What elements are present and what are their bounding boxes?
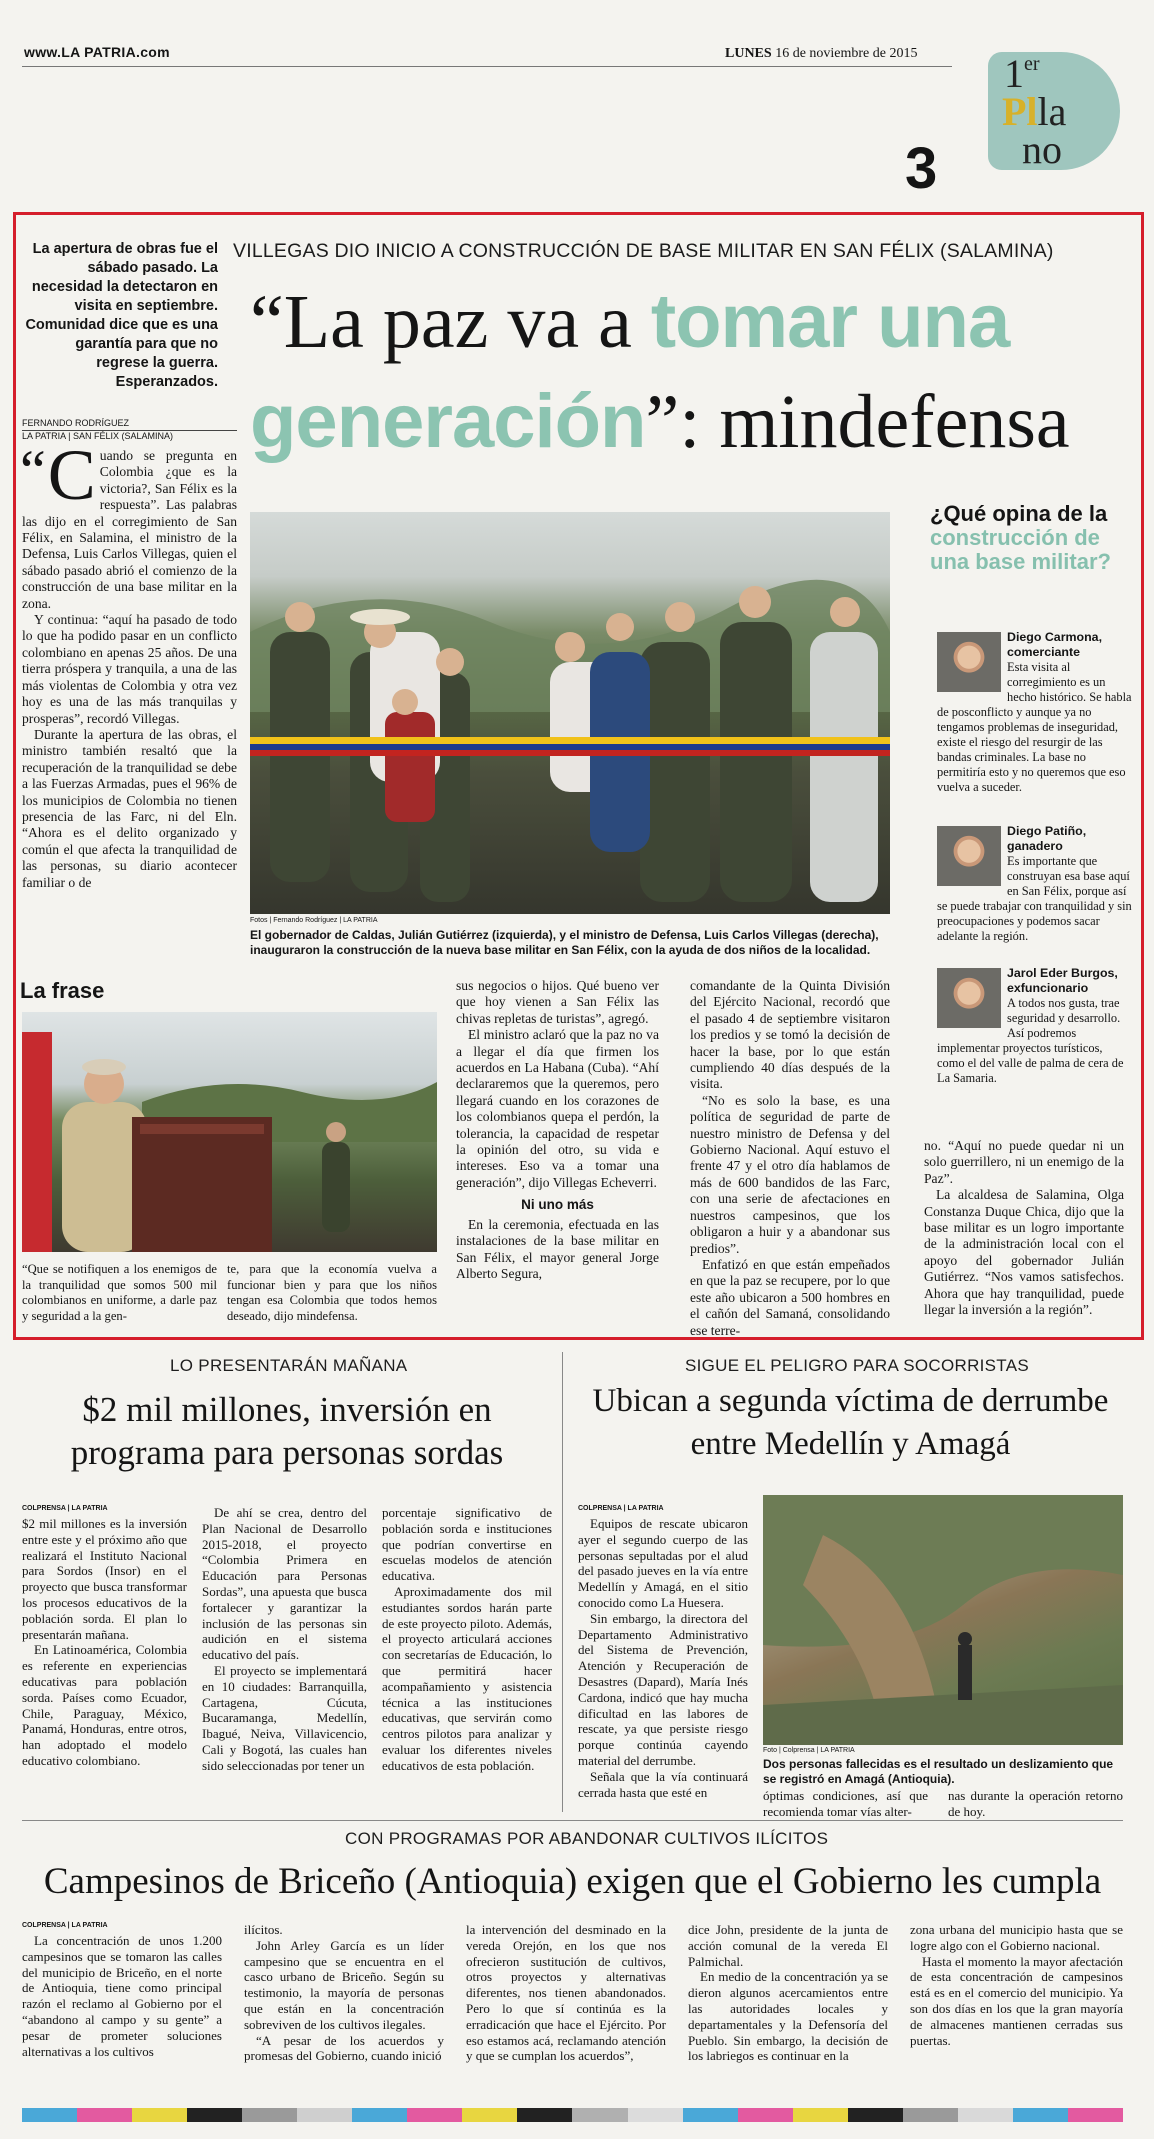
portrait-photo bbox=[937, 632, 1001, 692]
article-column-4 bbox=[690, 978, 890, 1339]
paragraph: En Latinoamérica, Colombia es referente en experiencias educativas para población sorda. Países como Ecuador, Chile, Paraguay, México, Panamá, Honduras, entre otros, han adoptado el modelo educativo colombiano. bbox=[22, 1642, 187, 1768]
opinion-name: Jarol Eder Burgos, exfuncionario bbox=[1007, 966, 1118, 995]
paragraph: no. “Aquí no puede quedar ni un solo guerrillero, ni un enemigo de la Paz”. bbox=[924, 1138, 1124, 1186]
photo-illustration bbox=[250, 512, 890, 914]
paragraph: Durante la apertura de las obras, el ministro también resaltó que la recuperación de la tranquilidad se debe a las Fuerzas Armadas, pues el 96% de los municipios de Colombia no tienen presencia de las Farc, ni del Eln. “Ahora es el delito organizado y común el que afecta la tranquilidad de las personas, su diario acontecer familiar o de bbox=[22, 726, 237, 890]
paragraph: La concentración de unos 1.200 campesinos que se tomaron las calles del municipio de Briceño, en el norte de Antioquia, tiene como principal razón el reclamo al Gobierno por el “abandono al campo y su gente” a pesar de prometer soluciones alternativas a los cultivos bbox=[22, 1933, 222, 2059]
article-kicker: LO PRESENTARÁN MAÑANA bbox=[170, 1356, 408, 1375]
article-lead: La apertura de obras fue el sábado pasado. La necesidad la detectaron en visita en septiembre. Comunidad dice que es una garantía para que no regrese la guerra. Esperanzados. bbox=[25, 241, 218, 390]
paragraph: nas durante la operación retorno de hoy. bbox=[948, 1788, 1123, 1819]
paragraph: óptimas condiciones, así que recomienda tomar vías alter- bbox=[763, 1788, 928, 1819]
article-column-3 bbox=[456, 978, 659, 1282]
color-swatch bbox=[297, 2108, 352, 2122]
section-rule bbox=[22, 1820, 1123, 1821]
paragraph: la intervención del desminado en la vereda Orejón, en los que nos ofrecieron sustitución de cultivos, otros proyectos y alternativas diferentes, nos tienen abandonados. Pero lo que sí continúa es la erradicación que hace el Ejército. Por eso estamos acá, reclamando atención y que se cumplan los acuerdos”, bbox=[466, 1922, 666, 2064]
color-swatch bbox=[1068, 2108, 1123, 2122]
opinion-text: A todos nos gusta, trae seguridad y desarrollo. Así podremos implementar proyectos turísticos, como el del valle de palma de cera de La Samaria. bbox=[937, 996, 1124, 1085]
color-swatch bbox=[1013, 2108, 1068, 2122]
photo-illustration bbox=[763, 1495, 1123, 1745]
opinion-item bbox=[937, 824, 1132, 944]
article-column bbox=[910, 1922, 1123, 2048]
article-column bbox=[382, 1505, 552, 1774]
byline-place: LA PATRIA | SAN FÉLIX (SALAMINA) bbox=[22, 431, 174, 441]
article-column-5 bbox=[924, 1138, 1124, 1318]
paragraph: Equipos de rescate ubicaron ayer el segundo cuerpo de las personas sepultadas por el alud del pasado jueves en la vía entre Medellín y Amagá, en el sitio conocido como La Huesera. bbox=[578, 1516, 748, 1610]
color-swatch bbox=[187, 2108, 242, 2122]
opinion-item bbox=[937, 966, 1132, 1086]
logo-line2: Plla bbox=[1002, 89, 1067, 134]
article-kicker: CON PROGRAMAS POR ABANDONAR CULTIVOS ILÍCITOS bbox=[345, 1829, 829, 1848]
paragraph: Sin embargo, la directora del Departamento Administrativo del Sistema de Prevención, Atención y Recuperación de Desastres (Dapard), María Inés Cardona, indicó que hay mucha dificultad en las labores de rescate, ya que persiste riesgo porque continúa cayendo material del derrumbe. bbox=[578, 1610, 748, 1768]
paragraph: Hasta el momento la mayor afectación de esta concentración de campesinos está es en el comercio del municipio. Ya son dos días en los que la gran mayoría de almacenes mantienen cerradas sus puertas. bbox=[910, 1953, 1123, 2048]
quote-text: “Que se notifiquen a los enemigos de la tranquilidad que somos 500 mil colombianos en uniforme, a darle paz y seguridad a la gen- bbox=[22, 1262, 217, 1323]
logo-line1: 1er bbox=[1004, 52, 1040, 96]
color-swatch bbox=[462, 2108, 517, 2122]
opinion-title: ¿Qué opina de la construcción de una base militar? bbox=[930, 501, 1111, 574]
article-headline: Ubican a segunda víctima de derrumbe entre Medellín y Amagá bbox=[592, 1383, 1109, 1462]
photo-caption: El gobernador de Caldas, Julián Gutiérrez (izquierda), y el ministro de Defensa, Luis Carlos Villegas (derecha), inauguraron la construcción de la nueva base militar en San Félix, con la ayuda de dos niños de la localidad. bbox=[250, 928, 879, 957]
paragraph: “No es solo la base, es una política de seguridad de parte de nuestro ministro de Defensa y del Gobierno Nacional. Aquí estuvo el frente 47 y el otro día hablamos de más de 600 bandidos de las Farc, con una serie de afectaciones en nuestros campesinos, que los obligaron a huir y a abandonar sus predios”. bbox=[690, 1092, 890, 1256]
article-column bbox=[948, 1788, 1123, 1820]
subheading: Ni uno más bbox=[521, 1197, 594, 1213]
paragraph: Y continua: “aquí ha pasado de todo lo que ha podido pasar en un conflicto colombiano en apenas 25 años. De una tierra próspera y tranquila, a una de las más violentas de Colombia y otra vez hoy es una de las más tranquilas y prosperas”, recordó Villegas. bbox=[22, 612, 237, 726]
color-swatch bbox=[132, 2108, 187, 2122]
paragraph: $2 mil millones es la inversión entre este y el próximo año que realizará el Instituto Nacional para Sordos (Insor) en el proyecto que busca transformar los procesos educativos de la población sorda. El plan lo presentarán mañana. bbox=[22, 1516, 187, 1642]
opinion-item bbox=[937, 630, 1132, 795]
page-number: 3 bbox=[905, 136, 938, 201]
color-swatch bbox=[628, 2108, 683, 2122]
photo-credit: Fotos | Fernando Rodríguez | LA PATRIA bbox=[250, 917, 378, 924]
opinion-name: Diego Carmona, comerciante bbox=[1007, 630, 1103, 659]
paragraph: “A pesar de los acuerdos y promesas del Gobierno, cuando inició bbox=[244, 2032, 444, 2064]
date-day: LUNES bbox=[725, 46, 772, 61]
article-source: COLPRENSA | LA PATRIA bbox=[22, 1922, 108, 1929]
photo-illustration bbox=[22, 1012, 437, 1252]
portrait-photo bbox=[937, 826, 1001, 886]
masthead-rule bbox=[22, 66, 952, 67]
paragraph: Aproximadamente dos mil estudiantes sordos harán parte de este proyecto piloto. Además, el proyecto articulará acciones con secretarías de Educación, lo que permitirá hacer acompañamiento y asistencia técnica a las instituciones educativas, que servirán como centros pilotos para analizar y evaluar los diferentes niveles educativos de esta población. bbox=[382, 1583, 552, 1773]
article-column bbox=[22, 1516, 187, 1769]
quote-box-title: La frase bbox=[20, 978, 105, 1003]
paragraph: El proyecto se implementará en 10 ciudades: Barranquilla, Cartagena, Cúcuta, Bucaramanga, Medellín, Ibagué, Neiva, Villavicencio, Cali y Bogotá, las cuales han sido seleccionadas por tener un bbox=[202, 1662, 367, 1773]
opinion-text: Es importante que construyan esa base aquí en San Félix, porque así se puede trabajar con tranquilidad y sin preocupaciones y podemos sacar adelante la región. bbox=[937, 854, 1132, 943]
article-kicker: SIGUE EL PELIGRO PARA SOCORRISTAS bbox=[685, 1356, 1030, 1375]
article-column bbox=[202, 1505, 367, 1774]
color-swatch bbox=[572, 2108, 627, 2122]
article-column bbox=[763, 1788, 928, 1820]
color-swatch bbox=[22, 2108, 77, 2122]
color-swatch bbox=[517, 2108, 572, 2122]
paragraph: porcentaje significativo de población sorda e instituciones que podrían convertirse en escuelas modelos de atención educativa. bbox=[382, 1505, 552, 1584]
byline-name: FERNANDO RODRÍGUEZ bbox=[22, 418, 237, 431]
color-swatch bbox=[738, 2108, 793, 2122]
headline-line2: generación”: mindefensa bbox=[250, 379, 1070, 464]
paragraph: John Arley García es un líder campesino que se encuentra en el casco urbano de Briceño. Según su testimonio, la mayoría de personas que están en la concentración sobreviven de los cultivos ilegales. bbox=[244, 1937, 444, 2032]
article-column bbox=[22, 1933, 222, 2059]
paragraph: dice John, presidente de la junta de acción comunal de la vereda El Palmichal. bbox=[688, 1922, 888, 1969]
paragraph: Señala que la vía continuará cerrada hasta que esté en bbox=[578, 1768, 748, 1800]
dateline bbox=[725, 46, 917, 62]
quote-text-continued: te, para que la economía vuelva a funcionar bien y para que los niños tengan esa Colombia que todos hemos deseado, dijo mindefensa. bbox=[227, 1262, 437, 1323]
paragraph: ilícitos. bbox=[244, 1922, 283, 1937]
paragraph: zona urbana del municipio hasta que se logre algo con el Gobierno nacional. bbox=[910, 1922, 1123, 1953]
portrait-photo bbox=[937, 968, 1001, 1028]
column-divider bbox=[562, 1352, 563, 1812]
article-source: COLPRENSA | LA PATRIA bbox=[578, 1505, 664, 1512]
color-swatch bbox=[958, 2108, 1013, 2122]
paragraph: De ahí se crea, dentro del Plan Nacional de Desarrollo 2015-2018, el proyecto “Colombia Primera en Educación para Personas Sordas”, una apuesta que busca fortalecer y garantizar la inclusión de las personas sin audición en el sistema educativo del país. bbox=[202, 1505, 367, 1663]
print-color-bar bbox=[22, 2108, 1123, 2122]
headline-line1: “La paz va a tomar una bbox=[250, 279, 1010, 364]
opinion-name: Diego Patiño, ganadero bbox=[1007, 824, 1087, 853]
paragraph: La alcaldesa de Salamina, Olga Constanza Duque Chica, dijo que la base militar es un logro importante de la administración local con el apoyo del gobernador Julián Gutiérrez. “Nos vamos satisfechos. Ahora que hay tranquilidad, puede llegar la inversión a la región”. bbox=[924, 1187, 1124, 1318]
paragraph: El ministro aclaró que la paz no va a llegar el día que firmen los acuerdos en La Habana (Cuba). “Ahí declararemos que la queremos, pero llegará cuando en los corazones de los colombianos quepa el perdón, la tolerancia, la capacidad de respetar la opinión del otro, su vida e intereses. Eso va a tomar una generación”, dijo Villegas Echeverri. bbox=[456, 1027, 659, 1190]
color-swatch bbox=[407, 2108, 462, 2122]
article-kicker: VILLEGAS DIO INICIO A CONSTRUCCIÓN DE BASE MILITAR EN SAN FÉLIX (SALAMINA) bbox=[233, 240, 1054, 262]
article-column bbox=[688, 1922, 888, 2064]
color-swatch bbox=[683, 2108, 738, 2122]
section-logo bbox=[988, 52, 1120, 170]
article-source: COLPRENSA | LA PATRIA bbox=[22, 1505, 108, 1512]
paragraph: En la ceremonia, efectuada en las instalaciones de la base militar en San Félix, el mayor general Jorge Alberto Segura, bbox=[456, 1216, 659, 1281]
photo-credit: Foto | Colprensa | LA PATRIA bbox=[763, 1747, 855, 1754]
article-column bbox=[244, 1922, 444, 2064]
color-swatch bbox=[352, 2108, 407, 2122]
color-swatch bbox=[793, 2108, 848, 2122]
paragraph: En medio de la concentración ya se dieron algunos acercamientos entre las autoridades locales y departamentales y la Defensoría del Pueblo. Sin embargo, la decisión de los labriegos es continuar en la bbox=[688, 1969, 888, 2064]
paragraph: comandante de la Quinta División del Ejército Nacional, recordó que el pasado 4 de septiembre visitaron los predios y se tomó la decisión de hacer la base, por lo que están cumpliendo 40 días después de la visita. bbox=[690, 978, 890, 1092]
article-column bbox=[578, 1516, 748, 1800]
color-swatch bbox=[848, 2108, 903, 2122]
paragraph: “ C uando se pregunta en Colombia ¿que es la victoria?, San Félix es la respuesta”. Las palabras las dijo en el corregimiento de San Félix, en Salamina, el ministro de la Defensa, Luis Carlos Villegas, quien el sábado pasado abrió el comienzo de la construcción de una base militar en la zona. bbox=[20, 435, 237, 611]
color-swatch bbox=[903, 2108, 958, 2122]
color-swatch bbox=[77, 2108, 132, 2122]
ribbon-cutting-photo bbox=[250, 512, 890, 914]
paragraph: Enfatizó en que están empeñados en que la paz se recupere, por lo que este año ubicaron a 500 hombres en el cañón del Samaná, consolidando ese terre- bbox=[690, 1256, 890, 1338]
landslide-photo bbox=[763, 1495, 1123, 1745]
opinion-text: Esta visita al corregimiento es un hecho histórico. Se habla de posconflicto y aunque ya no tengamos problemas de inseguridad, existe el riesgo del resurgir de las bandas criminales. La base no permitiría esto y no queremos que eso vuelva a suceder. bbox=[937, 660, 1132, 794]
minister-speech-photo bbox=[22, 1012, 437, 1252]
site-url: www.LA PATRIA.com bbox=[24, 44, 170, 60]
article-headline: Campesinos de Briceño (Antioquia) exigen que el Gobierno les cumpla bbox=[43, 1861, 1102, 1902]
article-column bbox=[466, 1922, 666, 2064]
photo-caption: Dos personas fallecidas es el resultado un deslizamiento que se registró en Amagá (Antioquia). bbox=[763, 1757, 1114, 1786]
logo-line3: no bbox=[1022, 127, 1062, 170]
color-swatch bbox=[242, 2108, 297, 2122]
paragraph: sus negocios o hijos. Qué bueno ver que hoy vienen a San Félix las chivas repletas de turistas”, agregó. bbox=[456, 978, 659, 1026]
date-rest: 16 de noviembre de 2015 bbox=[775, 46, 918, 61]
article-headline: $2 mil millones, inversión en programa para personas sordas bbox=[70, 1390, 504, 1472]
